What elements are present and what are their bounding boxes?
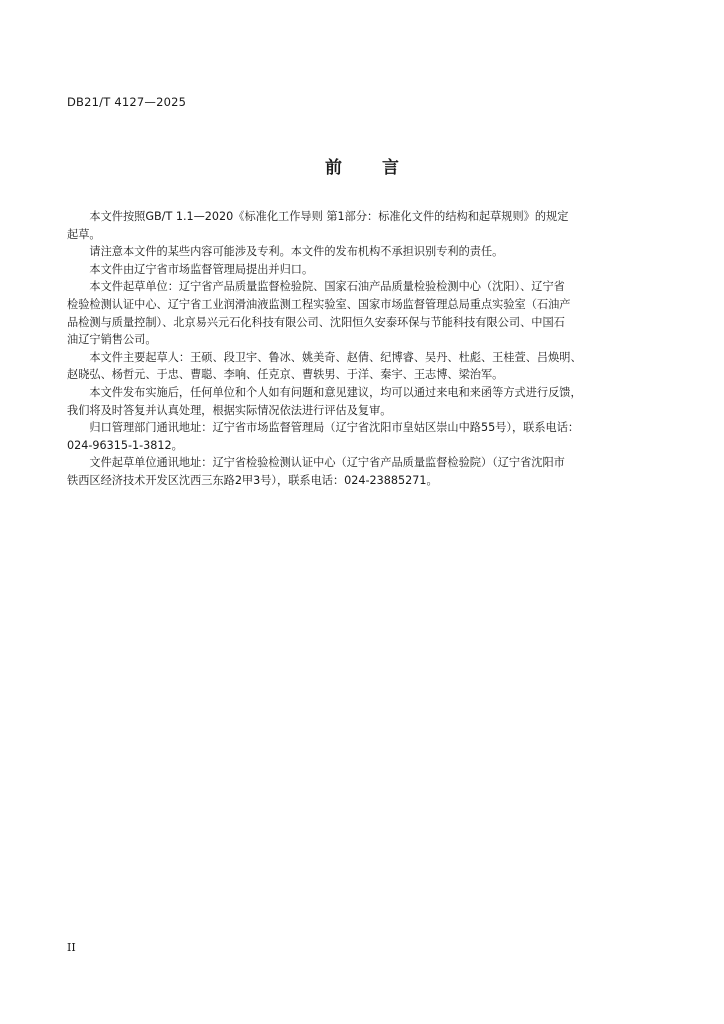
document-id: DB21/T 4127—2025 xyxy=(67,95,187,109)
title-char-1: 前 xyxy=(325,158,342,178)
paragraph-feedback xyxy=(67,384,639,419)
text-line: 文件起草单位通讯地址：辽宁省检验检测认证中心（辽宁省产品质量监督检验院）（辽宁省沈阳市 xyxy=(89,456,565,470)
page-title xyxy=(0,153,724,178)
title-char-2: 言 xyxy=(382,158,399,178)
text-line: 请注意本文件的某些内容可能涉及专利。本文件的发布机构不承担识别专利的责任。 xyxy=(89,245,504,259)
paragraph-drafting-units xyxy=(67,278,639,348)
paragraph-proposer xyxy=(67,261,639,279)
paragraph-authority-address xyxy=(67,419,639,454)
text-line: 本文件发布实施后，任何单位和个人如有问题和意见建议，均可以通过来电和来函等方式进行反馈， xyxy=(89,385,582,399)
foreword-body xyxy=(67,208,639,490)
text-line: 本文件起草单位：辽宁省产品质量监督检验院、国家石油产品质量检验检测中心（沈阳）、辽宁省 xyxy=(89,280,565,294)
text-line: 油辽宁销售公司。 xyxy=(67,333,157,347)
paragraph-drafter-address xyxy=(67,454,639,489)
text-line: 本文件按照GB/T 1.1—2020《标准化工作导则 第1部分：标准化文件的结构和起草规则》的规定 xyxy=(89,210,569,223)
text-line: 品检测与质量控制）、北京易兴元石化科技有限公司、沈阳恒久安泰环保与节能科技有限公司、中国石 xyxy=(67,315,565,329)
text-line: 我们将及时答复并认真处理，根据实际情况依法进行评估及复审。 xyxy=(67,403,392,417)
text-line: 起草。 xyxy=(67,227,101,241)
page-number: II xyxy=(67,941,76,954)
text-line: 检验检测认证中心、辽宁省工业润滑油液监测工程实验室、国家市场监督管理总局重点实验室（石油产 xyxy=(67,297,571,311)
text-line: 本文件由辽宁省市场监督管理局提出并归口。 xyxy=(89,262,314,276)
text-line: 归口管理部门通讯地址：辽宁省市场监督管理局（辽宁省沈阳市皇姑区崇山中路55号），联系电话： xyxy=(89,421,580,435)
text-line: 铁西区经济技术开发区沈西三东路2甲3号），联系电话：024-23885271。 xyxy=(67,473,438,487)
paragraph-patent-notice xyxy=(67,243,639,261)
paragraph-drafters xyxy=(67,349,639,384)
text-line: 024-96315-1-3812。 xyxy=(67,438,183,452)
text-line: 赵晓弘、杨哲元、于忠、曹聪、李响、任克京、曹轶男、于洋、秦宇、王志博、梁治军。 xyxy=(67,368,504,382)
paragraph-standard-basis xyxy=(67,208,639,243)
text-line: 本文件主要起草人：王硕、段卫宇、鲁冰、姚美奇、赵倩、纪博睿、吴丹、杜彪、王桂萱、吕焕明、 xyxy=(89,350,582,364)
